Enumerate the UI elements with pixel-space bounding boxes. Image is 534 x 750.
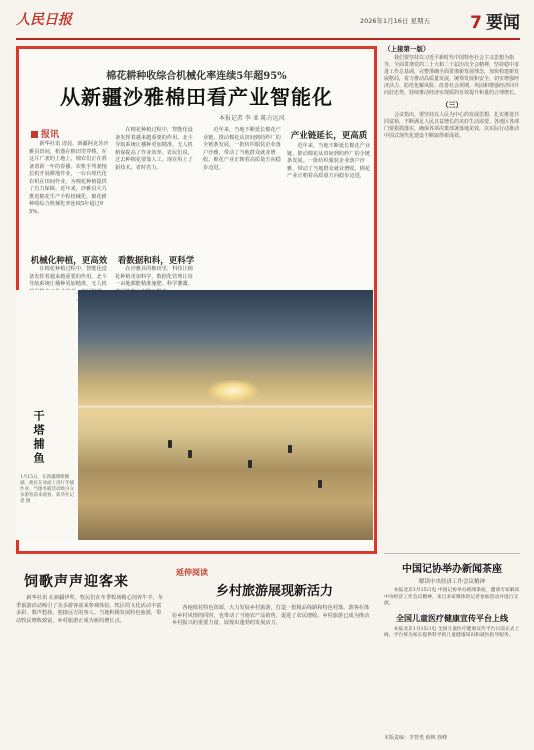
ice-line: [78, 405, 373, 408]
tag-square-icon: [31, 131, 38, 138]
article-headline: 从新疆沙雅棉田看产业智能化: [60, 85, 333, 109]
article-tag: [31, 127, 59, 140]
section-heading: 机械化种植，更高效: [30, 256, 108, 266]
article-column: [172, 605, 372, 735]
issue-date: 2026年1月16日 星期五: [359, 17, 430, 25]
right-article-text: 会议指出，要坚持以人民为中心的发展思想，扎实推进共同富裕，不断满足人民日益增长的美好生活需要。各地区各部门要狠抓落实，确保各项决策部署落地见效，以实际行动推动中国式现代化建设不断取得新成效。: [384, 112, 520, 139]
news-brief-body: 本报北京1月15日电 全国儿童医疗健康宣传平台日前正式上线，平台将为家长提供科学的儿童健康知识和就医指导服务。: [384, 626, 520, 638]
news-brief-headline: 中国记协举办新闻茶座: [402, 564, 502, 575]
page-name: 要闻: [486, 13, 520, 33]
column-text: 近年来，当地不断延长棉花产业链，推动棉花从田间到纺纱厂的全链条发展。一批纺织服装企业落户沙雅，带动了当地群众就业增收。棉花产业正朝着高质量方向稳步迈进。: [203, 127, 281, 171]
lake-fishing-photo[interactable]: [78, 290, 373, 540]
bottom-right-articles[interactable]: [384, 553, 520, 743]
section-heading: 看数据和科，更科学: [117, 256, 195, 266]
bottom-mid-headline: 乡村旅游展现新活力: [215, 584, 333, 599]
photo-caption-block: [16, 290, 76, 540]
news-brief-text-2: [384, 627, 520, 640]
news-brief-headline-2: 全国儿童医疗健康宣传平台上线: [396, 612, 508, 623]
photo-caption: 1月15日，在新疆博斯腾湖，渔民在冰面上进行冬捕作业。当地冬捕活动吸引众多游客前来观看。新华社记者 摄: [20, 475, 74, 504]
article-column: [203, 127, 283, 287]
fisher-figure: [318, 480, 322, 488]
page-number: 7: [470, 13, 482, 33]
column-text: 新华社讯 清晨，新疆阿克苏沙雅县田间，机器在棉田里穿梭。在这片广袤的土地上，棉农们正在准备着新一年的春播。农机手驾驶拖拉机开展耕地作业，一台台现代化农机在田间作业，为棉花种植提供了有力保障。近年来，沙雅县大力推进棉花生产全程机械化，棉花耕种收综合机械化率连续5年超过95%。: [29, 141, 109, 215]
news-photo-block: [16, 290, 377, 540]
article-column: [287, 143, 371, 291]
fisher-figure: [188, 450, 192, 458]
news-brief-text: [384, 588, 520, 608]
sun-reflection: [208, 380, 258, 402]
right-section-marker: （三）: [441, 100, 463, 109]
news-brief-body: 本报北京1月15日电 中国记协举办新闻茶座，邀请专家解读中央经济工作会议精神，来自多家媒体的记者参加活动并进行交流。: [384, 588, 520, 606]
article-column: [115, 127, 197, 237]
bottom-left-article[interactable]: [16, 557, 166, 742]
article-column: [115, 266, 197, 290]
article-column: [16, 595, 164, 735]
column-text: 各地依托特色资源，大力发展乡村旅游，打造一批精品线路和特色村落。游客在体验乡村风情的同时，也带动了当地农产品销售，促进了农民增收。乡村旅游已成为推动乡村振兴的重要力量，展现出蓬勃的发展活力。: [172, 605, 370, 626]
photo-title: 干塔捕鱼: [32, 410, 45, 466]
fisher-figure: [288, 445, 292, 453]
column-text: 新华社讯 在新疆伊犁，牧民们在冬季牧场精心饲养牛羊，冬季旅游活动吸引了众多游客前来参观体验。牧区的文化活动丰富多彩，歌声悠扬，迎接远方的客人。当地积极发展特色旅游，带动牧民增收致富，乡村旅游正成为新的增长点。: [16, 595, 163, 624]
bottom-mid-article[interactable]: [172, 557, 377, 742]
column-text: 在棉花种植过程中，智能化设备发挥着越来越重要的作用。北斗导航系统让播种更加精准，无人机: [29, 266, 107, 287]
fisher-figure: [168, 440, 172, 448]
article-byline: 本报记者 李 亚 陈方远风: [219, 115, 285, 122]
right-column-article[interactable]: [384, 46, 520, 546]
fisher-figure: [248, 460, 252, 468]
right-article-text: 我们要坚持以习近平新时代中国特色社会主义思想为指导，全面贯彻党的二十大和二十届历次全会精神，坚持稳中求进工作总基调，完整准确全面贯彻新发展理念，加快构建新发展格局，着力推动高质量发展，统筹发展和安全，切实增强经济活力、防范化解风险、改善社会预期，巩固和增强经济回升向好态势，持续推动经济实现质的有效提升和量的合理增长。: [384, 55, 520, 96]
page-header: [470, 8, 520, 33]
newspaper-logo: 人民日报: [16, 12, 72, 28]
column-text: 在棉花种植过程中，智能化设备发挥着越来越重要的作用。北斗导航系统让播种更加精准，无人机植保提高了作业效率。农民们说，过去种棉花要靠人工，现在用上了新技术，省时省力。: [115, 127, 193, 171]
article-tag-label: 报讯: [41, 130, 60, 140]
section-heading: 产业链延长，更高质: [290, 131, 368, 141]
page-editors: 本版责编：李智勇 薛枫 徐峰: [384, 735, 448, 741]
right-article-title: （上接第一版）: [384, 45, 430, 53]
column-text: 近年来，当地不断延长棉花产业链，推动棉花从田间到纺纱厂的全链条发展。一批纺织服装企业落户沙雅，带动了当地群众就业增收。棉花产业正朝着高质量方向稳步迈进。: [287, 143, 371, 179]
article-column: [29, 266, 109, 290]
article-subtitle: 棉花耕种收综合机械化率连续5年超95%: [106, 71, 287, 82]
masthead: [16, 6, 520, 40]
extended-reading-tag: 延伸阅读: [176, 568, 208, 577]
column-text: 在沙雅县的棉田里，科技让棉花种植更加科学，数据化管理让每一亩地都能精准施肥、科学灌溉，: [115, 266, 193, 287]
bottom-left-headline: 饲歌声声迎客来: [24, 574, 129, 590]
news-brief-subtitle: 解读中央经济工作会议精神: [418, 579, 485, 585]
